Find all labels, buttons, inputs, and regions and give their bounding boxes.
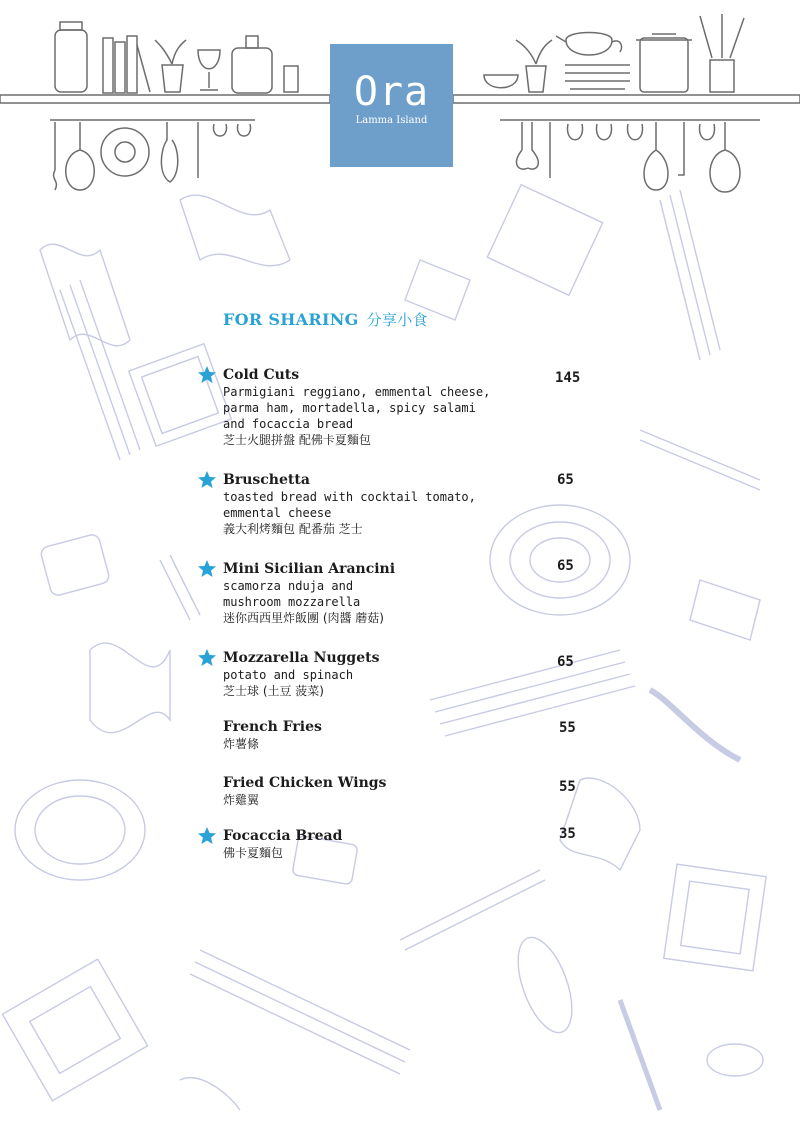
menu-item	[223, 719, 523, 752]
item-description: parma ham, mortadella, spicy salami	[223, 401, 476, 415]
menu-item	[223, 472, 523, 537]
menu-item	[223, 775, 523, 808]
star-icon	[197, 826, 217, 846]
item-name: French Fries	[223, 719, 322, 735]
section-title	[223, 309, 428, 330]
item-price: 55	[559, 779, 576, 795]
item-price: 65	[557, 558, 574, 574]
item-name: Mozzarella Nuggets	[223, 650, 380, 666]
star-icon	[197, 559, 217, 579]
item-name-zh: 炸薯條	[223, 737, 260, 751]
star-icon	[197, 470, 217, 490]
logo-subtitle: Lamma Island	[355, 115, 428, 126]
item-name-zh: 義大利烤麵包 配番茄 芝士	[223, 522, 363, 536]
item-name: Bruschetta	[223, 472, 310, 488]
item-price: 145	[555, 370, 581, 386]
item-description: and focaccia bread	[223, 417, 354, 431]
item-name-zh: 芝士火腿拼盤 配佛卡夏麵包	[223, 433, 371, 447]
item-description: Parmigiani reggiano, emmental cheese,	[223, 385, 491, 399]
item-name-zh: 炸雞翼	[223, 793, 260, 807]
item-description: scamorza nduja and	[223, 579, 354, 593]
item-price: 65	[557, 472, 574, 488]
item-price: 35	[559, 826, 576, 842]
item-description: potato and spinach	[223, 668, 354, 682]
item-name-zh: 芝士球 (土豆 菠菜)	[223, 684, 324, 698]
menu-item	[223, 561, 523, 626]
item-name: Focaccia Bread	[223, 828, 343, 844]
star-icon	[197, 365, 217, 385]
section-title-zh: 分享小食	[366, 311, 428, 329]
star-icon	[197, 648, 217, 668]
item-price: 65	[557, 654, 574, 670]
item-description: toasted bread with cocktail tomato,	[223, 490, 476, 504]
section-title-en: FOR SHARING	[223, 310, 359, 329]
item-description: mushroom mozzarella	[223, 595, 361, 609]
menu-item	[223, 367, 523, 448]
item-price: 55	[559, 720, 576, 736]
item-description: emmental cheese	[223, 506, 332, 520]
menu-item	[223, 650, 523, 699]
item-name: Fried Chicken Wings	[223, 775, 387, 791]
item-name: Mini Sicilian Arancini	[223, 561, 396, 577]
item-name: Cold Cuts	[223, 367, 300, 383]
item-name-zh: 迷你西西里炸飯團 (肉醬 蘑菇)	[223, 611, 384, 625]
logo-name: Ora	[353, 69, 430, 115]
menu-item	[223, 828, 523, 861]
restaurant-logo	[330, 44, 453, 167]
item-name-zh: 佛卡夏麵包	[223, 846, 284, 860]
